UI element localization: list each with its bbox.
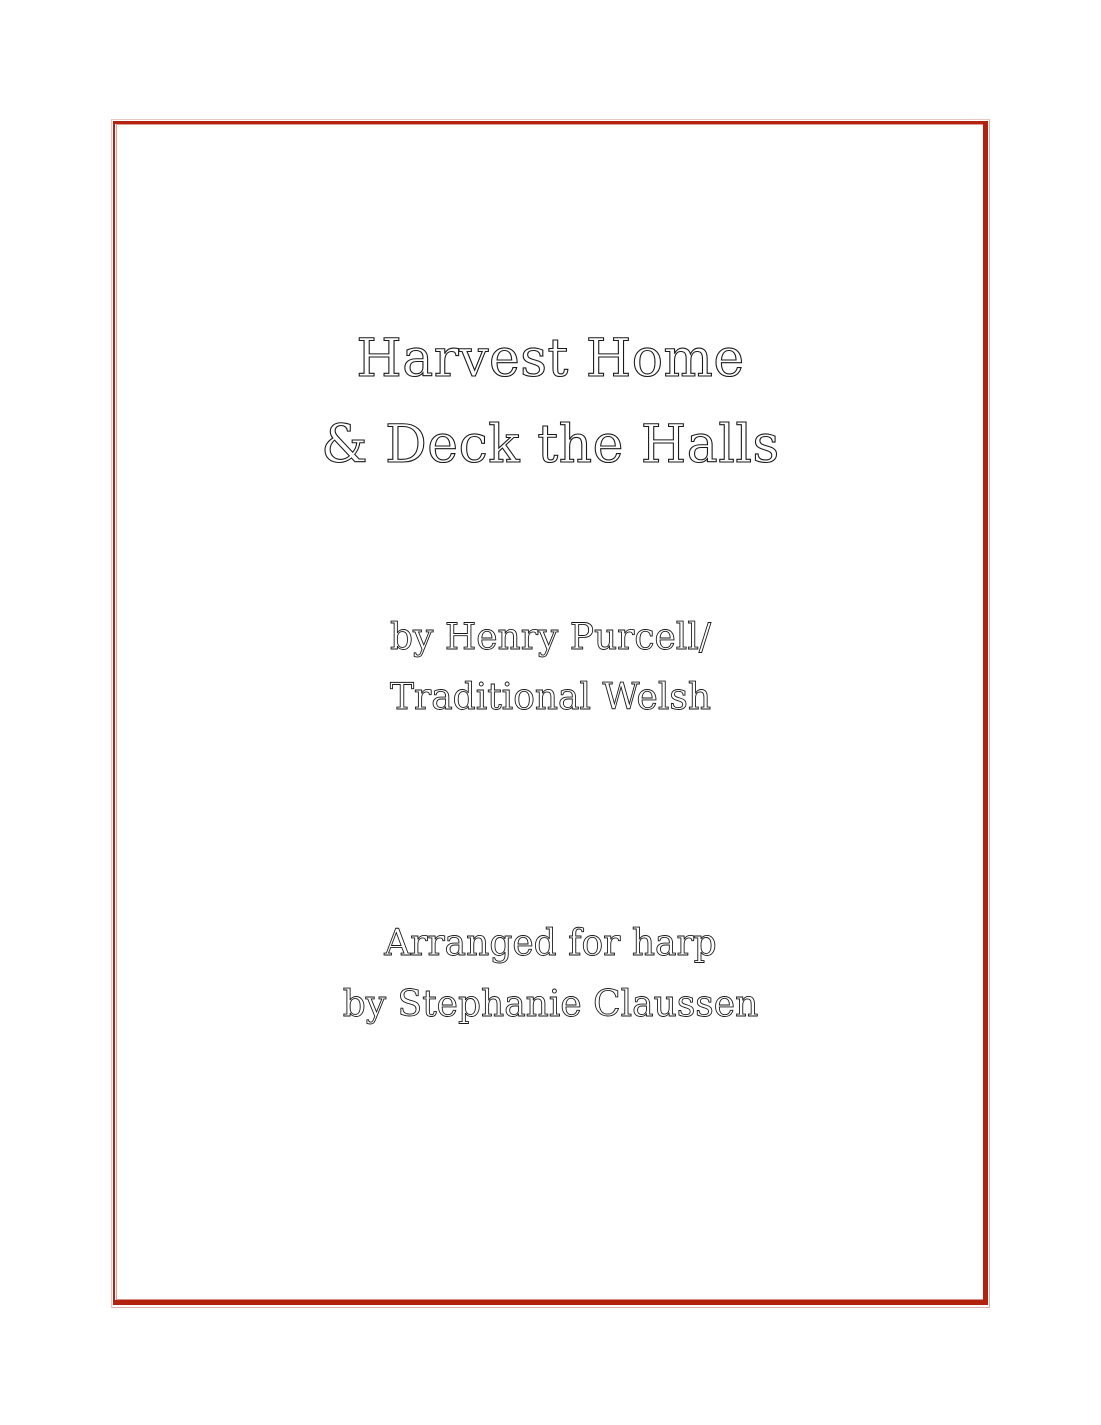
title-line-1: Harvest Home [356, 329, 745, 389]
title-line-2: & Deck the Halls [321, 415, 780, 475]
arranger-line-2: by Stephanie Claussen [342, 984, 759, 1025]
composer-credit [113, 608, 988, 728]
piece-title [113, 316, 988, 488]
composer-line-2: Traditional Welsh [389, 677, 712, 718]
composer-line-1: by Henry Purcell/ [390, 617, 711, 658]
arranger-credit [113, 913, 988, 1035]
arranger-line-1: Arranged for harp [384, 923, 717, 964]
